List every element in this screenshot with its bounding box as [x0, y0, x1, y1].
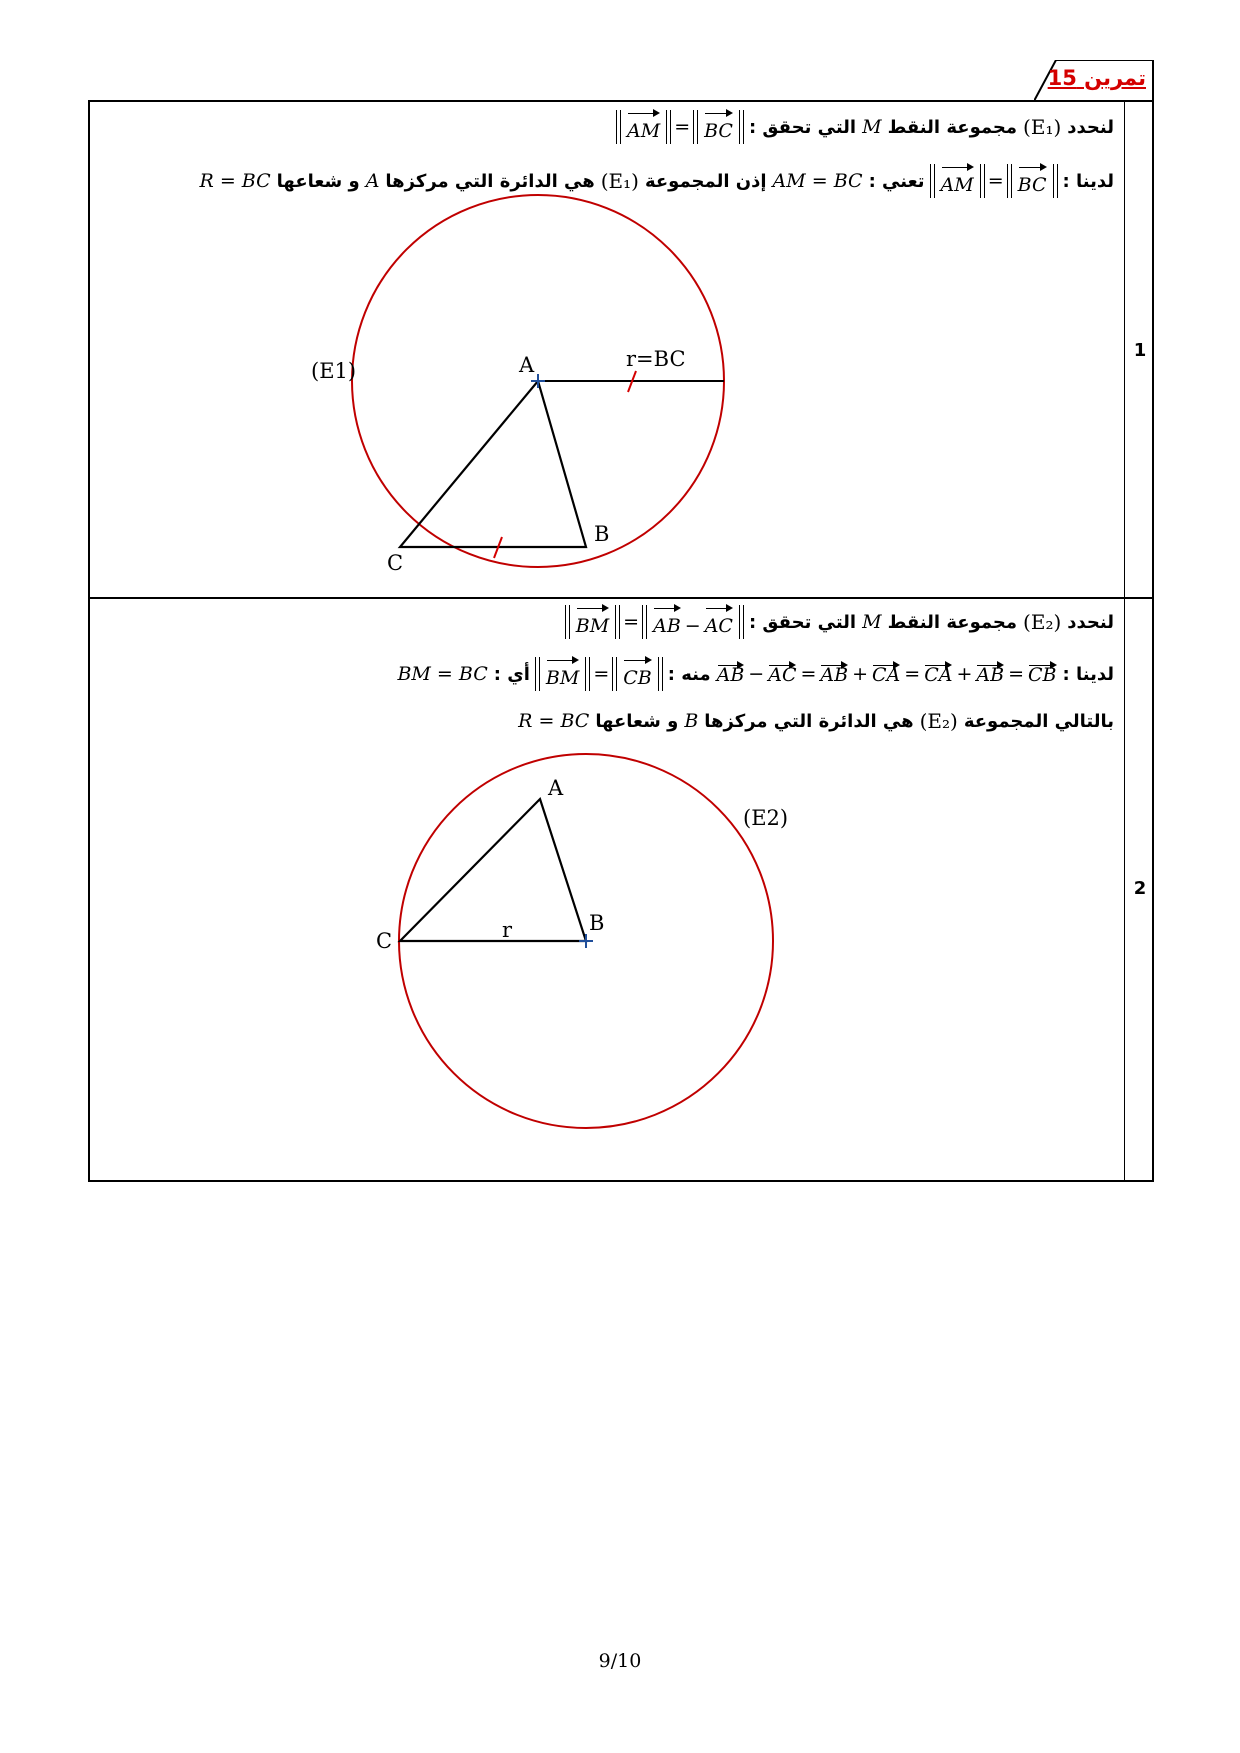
- set-e1: (E₁): [600, 169, 639, 193]
- label-a: A: [519, 353, 535, 377]
- equals-sign: =: [593, 663, 610, 685]
- radius-label: r=BC: [626, 347, 686, 371]
- text-determine: لنحدد: [1067, 611, 1114, 633]
- set-label-e2: (E2): [743, 806, 789, 830]
- set-e2: (E₂): [1023, 610, 1062, 634]
- vector-am: AM: [627, 110, 660, 150]
- vector-ca: CA: [924, 664, 953, 686]
- vector-bc: BC: [704, 110, 733, 150]
- text-is-circle: هي الدائرة التي مركزها: [385, 170, 595, 192]
- set-e2: (E₂): [919, 709, 958, 733]
- text-determine: لنحدد: [1067, 116, 1114, 138]
- row-number-2: 2: [1133, 878, 1147, 899]
- exercise-title: تمرين 15: [1047, 66, 1146, 90]
- equals-sign: =: [623, 611, 640, 633]
- text-set-of-points: مجموعة النقط: [887, 116, 1018, 138]
- page-number: 9/10: [598, 1650, 642, 1672]
- vector-ab: AB: [716, 664, 745, 686]
- label-b: B: [589, 911, 605, 935]
- equals-sign: =: [800, 663, 817, 685]
- center-cross-b: [579, 934, 593, 948]
- minus-sign: −: [684, 615, 701, 637]
- equality-bm-bc: BM = BC: [397, 663, 488, 685]
- radius-label: r: [502, 918, 513, 942]
- set-label-e1: (E1): [311, 359, 357, 383]
- label-c: C: [376, 929, 393, 953]
- vector-ab: AB: [653, 605, 681, 645]
- vector-bc: BC: [1018, 164, 1047, 204]
- radius-value: R = BC: [199, 170, 271, 192]
- label-c: C: [387, 551, 404, 575]
- vector-bm: BM: [546, 657, 579, 697]
- text-radius: و شعاعها: [276, 170, 360, 192]
- vector-cb: CB: [623, 657, 652, 697]
- text-hence: منه :: [667, 663, 711, 685]
- text-radius: و شعاعها: [595, 710, 679, 732]
- text-hence-set: إذن المجموعة: [644, 170, 767, 192]
- plus-sign: +: [852, 663, 869, 685]
- vector-cb: CB: [1028, 664, 1057, 686]
- equals-sign: =: [674, 116, 691, 138]
- vector-bm: BM: [576, 605, 609, 645]
- vector-ac: AC: [768, 664, 797, 686]
- plus-sign: +: [956, 663, 973, 685]
- vector-ac: AC: [705, 605, 733, 645]
- vector-ab: AB: [820, 664, 849, 686]
- equals-sign: =: [987, 170, 1004, 192]
- radius-value: R = BC: [518, 710, 590, 732]
- label-b: B: [594, 522, 610, 546]
- row-number-1: 1: [1133, 340, 1147, 361]
- text-set-of-points: مجموعة النقط: [887, 611, 1018, 633]
- point-m: M: [862, 116, 882, 138]
- text-that-is: أي :: [493, 663, 530, 685]
- triangle-abc: [400, 799, 586, 941]
- equals-sign: =: [1008, 663, 1024, 685]
- text-we-have: لدينا :: [1062, 170, 1114, 192]
- vector-ca: CA: [872, 664, 901, 686]
- vector-ab: AB: [976, 664, 1005, 686]
- text-satisfying: التي تحقق :: [748, 116, 857, 138]
- text-satisfying: التي تحقق :: [748, 611, 857, 633]
- text-we-have: لدينا :: [1062, 663, 1114, 685]
- center-b: B: [684, 710, 699, 732]
- label-a: A: [548, 776, 564, 800]
- text-means: تعني :: [868, 170, 925, 192]
- point-m: M: [862, 611, 882, 633]
- equals-sign: =: [904, 663, 921, 685]
- text-therefore-set: بالتالي المجموعة: [963, 710, 1114, 732]
- text-is-circle: هي الدائرة التي مركزها: [704, 710, 914, 732]
- minus-sign: −: [748, 663, 765, 685]
- set-e1: (E₁): [1023, 115, 1062, 139]
- center-a: A: [365, 170, 380, 192]
- vector-am: AM: [941, 164, 974, 204]
- equality-am-bc: AM = BC: [772, 170, 863, 192]
